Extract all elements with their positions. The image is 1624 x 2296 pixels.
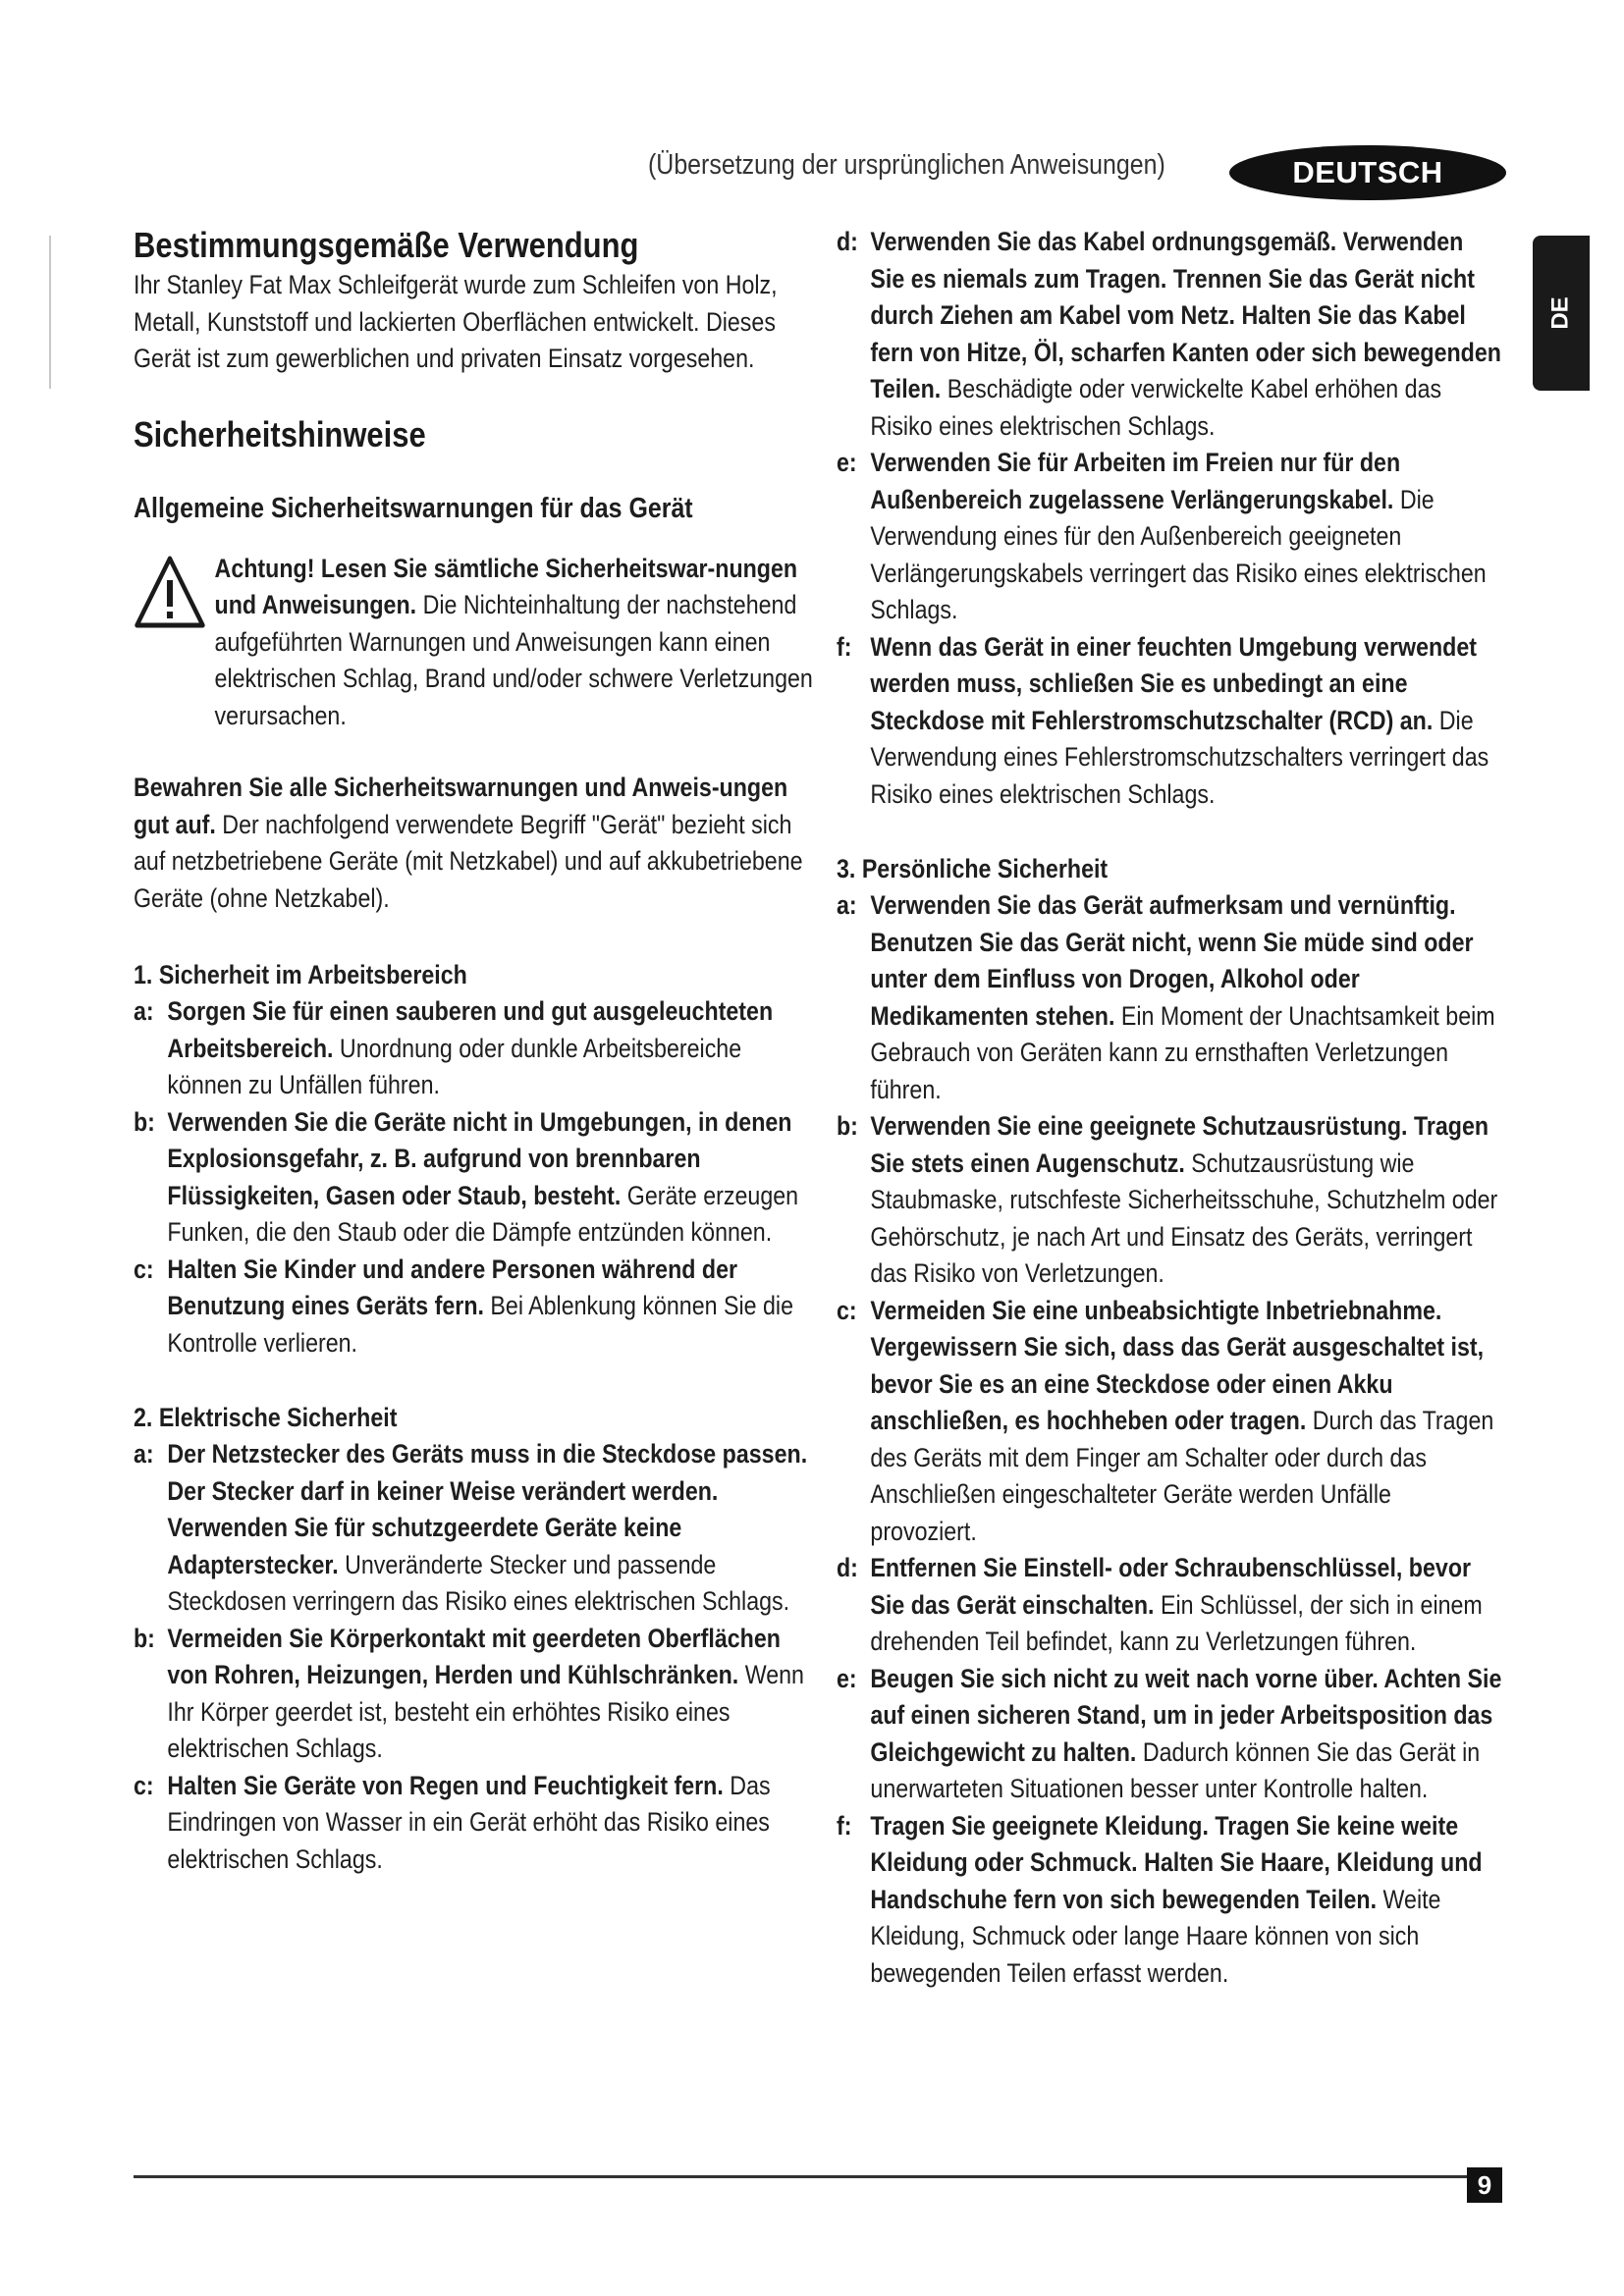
intended-use-heading: Bestimmungsgemäße Verwendung	[134, 225, 639, 265]
item-bold: Wenn das Gerät in einer feuchten Umgebung verwendet werden muss, schließen Sie es unbedingt an eine Steckdose mit Fehlerstromschutzschalter (RCD) an.	[870, 631, 1478, 735]
item-label: c:	[837, 1295, 857, 1325]
left-column	[134, 224, 821, 1878]
page-number: 9	[1467, 2167, 1502, 2203]
item-text: Bei Ablenkung können Sie die Kontrolle verlieren.	[167, 1291, 793, 1358]
translation-note: (Übersetzung der ursprünglichen Anweisungen)	[648, 149, 1165, 181]
list-item	[134, 993, 819, 1104]
item-bold: Verwenden Sie die Geräte nicht in Umgebungen, in denen Explosionsgefahr, z. B. aufgrund von brennbaren Flüssigkeiten, Gasen oder Staub, besteht.	[167, 1106, 792, 1210]
item-bold: Beugen Sie sich nicht zu weit nach vorne über. Achten Sie auf einen sicheren Stand, um in jeder Arbeitsposition das Gleichgewicht zu halten.	[870, 1663, 1502, 1767]
item-text: Ein Schlüssel, der sich in einem drehenden Teil befindet, kann zu Verletzungen führen.	[870, 1589, 1483, 1656]
item-text: Wenn Ihr Körper geerdet ist, besteht ein erhöhtes Risiko eines elektrischen Schlags.	[167, 1660, 804, 1763]
list-item	[837, 1108, 1502, 1293]
margin-rule	[49, 236, 51, 389]
item-text: Weite Kleidung, Schmuck oder lange Haare können von sich bewegenden Teilen erfasst werden.	[870, 1884, 1441, 1988]
item-bold: Vermeiden Sie eine unbeabsichtigte Inbetriebnahme. Vergewissern Sie sich, dass das Gerät ausgeschaltet ist, bevor Sie es an eine Steckdose oder einen Akku anschließen, es hochheben oder tragen.	[870, 1295, 1485, 1435]
list-item	[837, 224, 1502, 445]
footer-rule	[134, 2175, 1467, 2178]
keep-text: Der nachfolgend verwendete Begriff "Gerät" bezieht sich auf netzbetriebene Geräte (mit Netzkabel) und auf akkubetriebene Geräte (ohne Netzkabel).	[134, 809, 803, 913]
item-text: Beschädigte oder verwickelte Kabel erhöhen das Risiko eines elektrischen Schlags.	[870, 374, 1442, 441]
list-item	[837, 629, 1502, 814]
keep-bold: Bewahren Sie alle Sicherheitswarnungen und Anweis-ungen gut auf.	[134, 773, 788, 839]
item-label: d:	[837, 1553, 858, 1582]
list-item	[134, 1621, 819, 1768]
intended-use-text: Ihr Stanley Fat Max Schleifgerät wurde zum Schleifen von Holz, Metall, Kunststoff und lackierten Oberflächen entwickelt. Dieses Gerät ist zum gewerblichen und privaten Einsatz vorgesehen.	[134, 270, 778, 373]
section-1-heading: 1. Sicherheit im Arbeitsbereich	[134, 960, 467, 989]
warning-text: Die Nichteinhaltung der nachstehend aufgeführten Warnungen und Anweisungen kann einen elektrischen Schlag, Brand und/oder schwere Verletzungen verursachen.	[214, 590, 813, 730]
list-item	[837, 445, 1502, 629]
item-label: a:	[837, 890, 857, 920]
item-bold: Sorgen Sie für einen sauberen und gut ausgeleuchteten Arbeitsbereich.	[167, 996, 774, 1063]
warning-notice	[134, 551, 819, 735]
language-badge: DEUTSCH	[1229, 145, 1506, 200]
list-item	[837, 1293, 1502, 1551]
section-3-heading: 3. Persönliche Sicherheit	[837, 854, 1109, 883]
item-bold: Verwenden Sie das Kabel ordnungsgemäß. Verwenden Sie es niemals zum Tragen. Trennen Sie das Gerät nicht durch Ziehen am Kabel vom Netz. Halten Sie das Kabel fern von Hitze, Öl, scharfen Kanten oder sich bewegenden Teilen.	[870, 227, 1501, 403]
item-text: Die Verwendung eines für den Außenbereich geeigneten Verlängerungskabels verringert das Risiko eines elektrischen Schlags.	[870, 484, 1487, 624]
item-bold: Verwenden Sie eine geeignete Schutzausrüstung. Tragen Sie stets einen Augenschutz.	[870, 1111, 1489, 1178]
item-label: d:	[837, 227, 858, 256]
language-side-tab	[1533, 236, 1590, 391]
item-label: c:	[134, 1770, 154, 1800]
item-bold: Entfernen Sie Einstell- oder Schraubenschlüssel, bevor Sie das Gerät einschalten.	[870, 1553, 1472, 1620]
item-text: Das Eindringen von Wasser in ein Gerät erhöht das Risiko eines elektrischen Schlags.	[167, 1770, 771, 1874]
item-label: a:	[134, 996, 154, 1026]
item-bold: Verwenden Sie das Gerät aufmerksam und vernünftig. Benutzen Sie das Gerät nicht, wenn Sie müde sind oder unter dem Einfluss von Drogen, Alkohol oder Medikamenten stehen.	[870, 890, 1474, 1031]
list-item	[837, 887, 1502, 1108]
list-item	[837, 1808, 1502, 1993]
side-tab-label: DE	[1547, 296, 1574, 330]
item-label: e:	[837, 448, 857, 477]
right-column	[837, 224, 1504, 1992]
list-item	[837, 1661, 1502, 1808]
item-text: Die Verwendung eines Fehlerstromschutzschalters verringert das Risiko eines elektrischen Schlags.	[870, 705, 1489, 809]
item-text: Dadurch können Sie das Gerät in unerwarteten Situationen besser unter Kontrolle halten.	[870, 1736, 1481, 1803]
item-label: b:	[134, 1623, 155, 1653]
list-item	[134, 1104, 819, 1252]
list-item	[134, 1252, 819, 1362]
item-bold: Vermeiden Sie Körperkontakt mit geerdeten Oberflächen von Rohren, Heizungen, Herden und Kühlschränken.	[167, 1623, 781, 1689]
item-text: Schutzausrüstung wie Staubmaske, rutschfeste Sicherheitsschuhe, Schutzhelm oder Gehörschutz, je nach Art und Einsatz des Geräts, verringert das Risiko von Verletzungen.	[870, 1148, 1498, 1288]
warning-bold: Achtung! Lesen Sie sämtliche Sicherheitswar-nungen und Anweisungen.	[214, 553, 798, 619]
item-label: f:	[837, 631, 852, 662]
section-2-heading: 2. Elektrische Sicherheit	[134, 1403, 398, 1432]
item-label: c:	[134, 1254, 154, 1284]
item-bold: Tragen Sie geeignete Kleidung. Tragen Sie keine weite Kleidung oder Schmuck. Halten Sie Haare, Kleidung und Handschuhe fern von sich bewegenden Teilen.	[870, 1810, 1483, 1914]
item-bold: Verwenden Sie für Arbeiten im Freien nur für den Außenbereich zugelassene Verlängerungskabel.	[870, 448, 1401, 514]
list-item	[837, 1550, 1502, 1661]
list-item	[134, 1768, 819, 1879]
item-bold: Der Netzstecker des Geräts muss in die Steckdose passen. Der Stecker darf in keiner Weise verändert werden. Verwenden Sie für schutzgeerdete Geräte keine Adapterstecker.	[167, 1439, 808, 1579]
list-item	[134, 1436, 819, 1621]
item-bold: Halten Sie Geräte von Regen und Feuchtigkeit fern.	[167, 1770, 724, 1800]
item-label: e:	[837, 1663, 857, 1693]
item-label: a:	[134, 1439, 154, 1468]
item-label: b:	[134, 1106, 155, 1137]
item-text: Unveränderte Stecker und passende Steckdosen verringern das Risiko eines elektrischen Schlags.	[167, 1549, 790, 1616]
item-text: Unordnung oder dunkle Arbeitsbereiche können zu Unfällen führen.	[167, 1033, 742, 1099]
item-label: f:	[837, 1810, 852, 1841]
item-text: Ein Moment der Unachtsamkeit beim Gebrauch von Geräten kann zu ernsthaften Verletzungen führen.	[870, 1000, 1495, 1104]
item-text: Durch das Tragen des Geräts mit dem Finger am Schalter oder durch das Anschließen eingeschalteter Geräte werden Unfälle provoziert.	[870, 1406, 1494, 1546]
item-text: Geräte erzeugen Funken, die den Staub oder die Dämpfe entzünden können.	[167, 1180, 799, 1247]
general-warnings-heading: Allgemeine Sicherheitswarnungen für das Gerät	[134, 492, 693, 524]
item-bold: Halten Sie Kinder und andere Personen während der Benutzung eines Geräts fern.	[167, 1254, 738, 1320]
keep-instructions	[134, 770, 819, 917]
safety-heading: Sicherheitshinweise	[134, 413, 426, 454]
warning-triangle-icon	[134, 555, 206, 629]
item-label: b:	[837, 1111, 858, 1141]
